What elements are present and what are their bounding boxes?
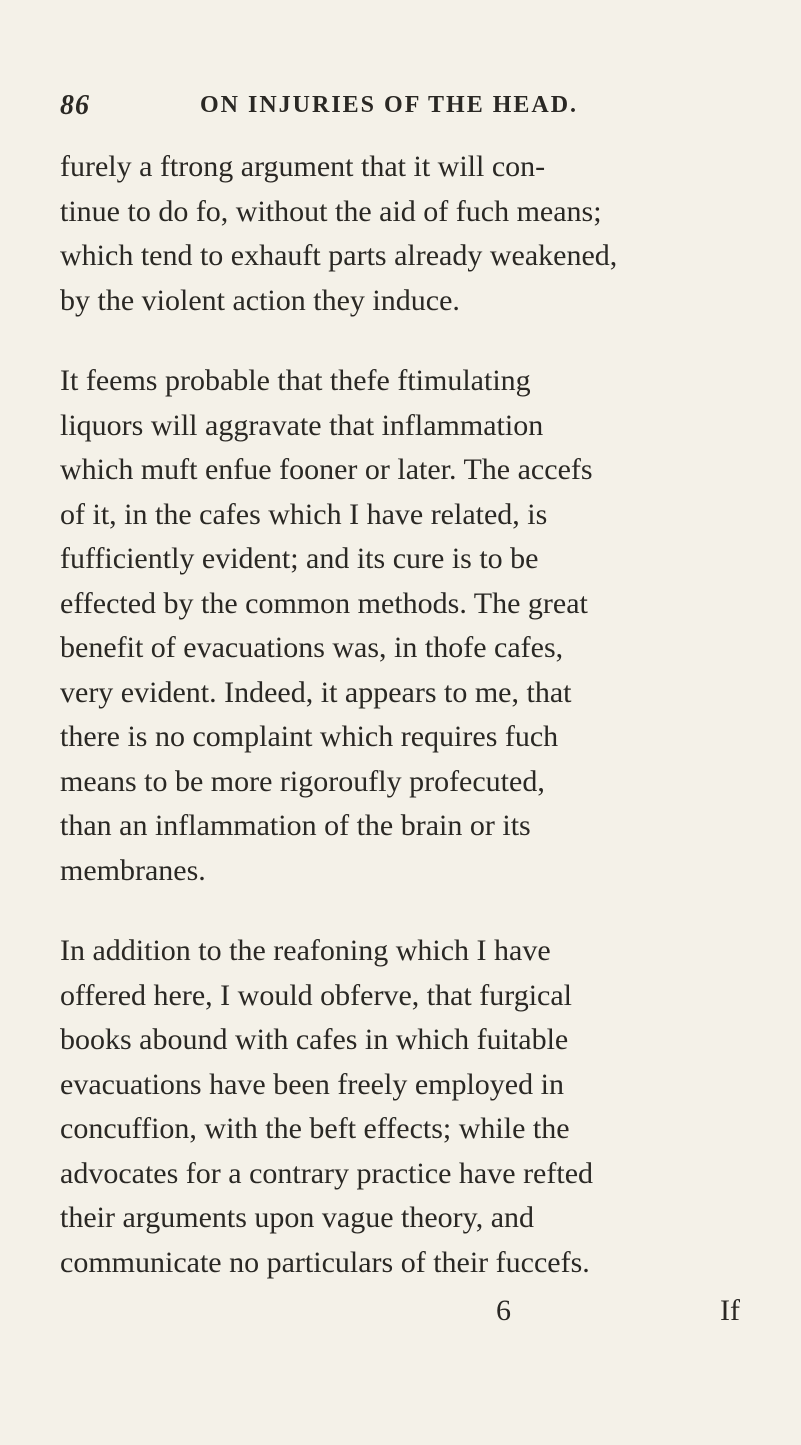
text-line: books abound with cafes in which fuitable [60, 1023, 569, 1056]
paragraph-1 [60, 145, 740, 323]
catchword: If [720, 1294, 740, 1327]
signature-mark: 6 [496, 1294, 511, 1327]
text-line: means to be more rigoroufly profecuted, [60, 764, 545, 798]
text-line: tinue to do fo, without the aid of fuch means; [60, 194, 602, 228]
running-head: ON INJURIES OF THE HEAD. [200, 92, 579, 118]
paragraph-3 [60, 929, 740, 1285]
text-line: effected by the common methods. The great [60, 586, 588, 620]
text-line: It feems probable that thefe ftimulating [60, 364, 531, 397]
text-line: offered here, I would obferve, that furgical [60, 978, 573, 1012]
text-line: furely a ftrong argument that it will con- [60, 150, 546, 183]
paragraph-2 [60, 359, 740, 893]
text-line: liquors will aggravate that inflammation [60, 408, 544, 442]
text-line: membranes. [60, 853, 206, 887]
text-line: their arguments upon vague theory, and [60, 1201, 535, 1234]
text-line: by the violent action they induce. [60, 283, 460, 317]
text-line: evacuations have been freely employed in [60, 1067, 564, 1101]
text-line: which tend to exhauft parts already weakened, [60, 239, 618, 272]
text-line: communicate no particulars of their fuccefs. [60, 1245, 590, 1279]
text-line: there is no complaint which requires fuch [60, 720, 559, 753]
text-line: which muft enfue fooner or later. The accefs [60, 453, 593, 486]
text-line: concuffion, with the beft effects; while the [60, 1112, 570, 1145]
text-line: benefit of evacuations was, in thofe cafes, [60, 631, 564, 664]
text-line: very evident. Indeed, it appears to me, that [60, 675, 572, 709]
page-header [60, 88, 740, 128]
text-line: of it, in the cafes which I have related, is [60, 497, 548, 531]
page-number: 86 [60, 90, 90, 121]
body-text [60, 145, 740, 1285]
text-line: than an inflammation of the brain or its [60, 809, 531, 842]
text-line: In addition to the reafoning which I have [60, 934, 551, 967]
text-line: advocates for a contrary practice have refted [60, 1156, 594, 1190]
text-line: fufficiently evident; and its cure is to be [60, 542, 539, 575]
page-footer [60, 1294, 740, 1334]
